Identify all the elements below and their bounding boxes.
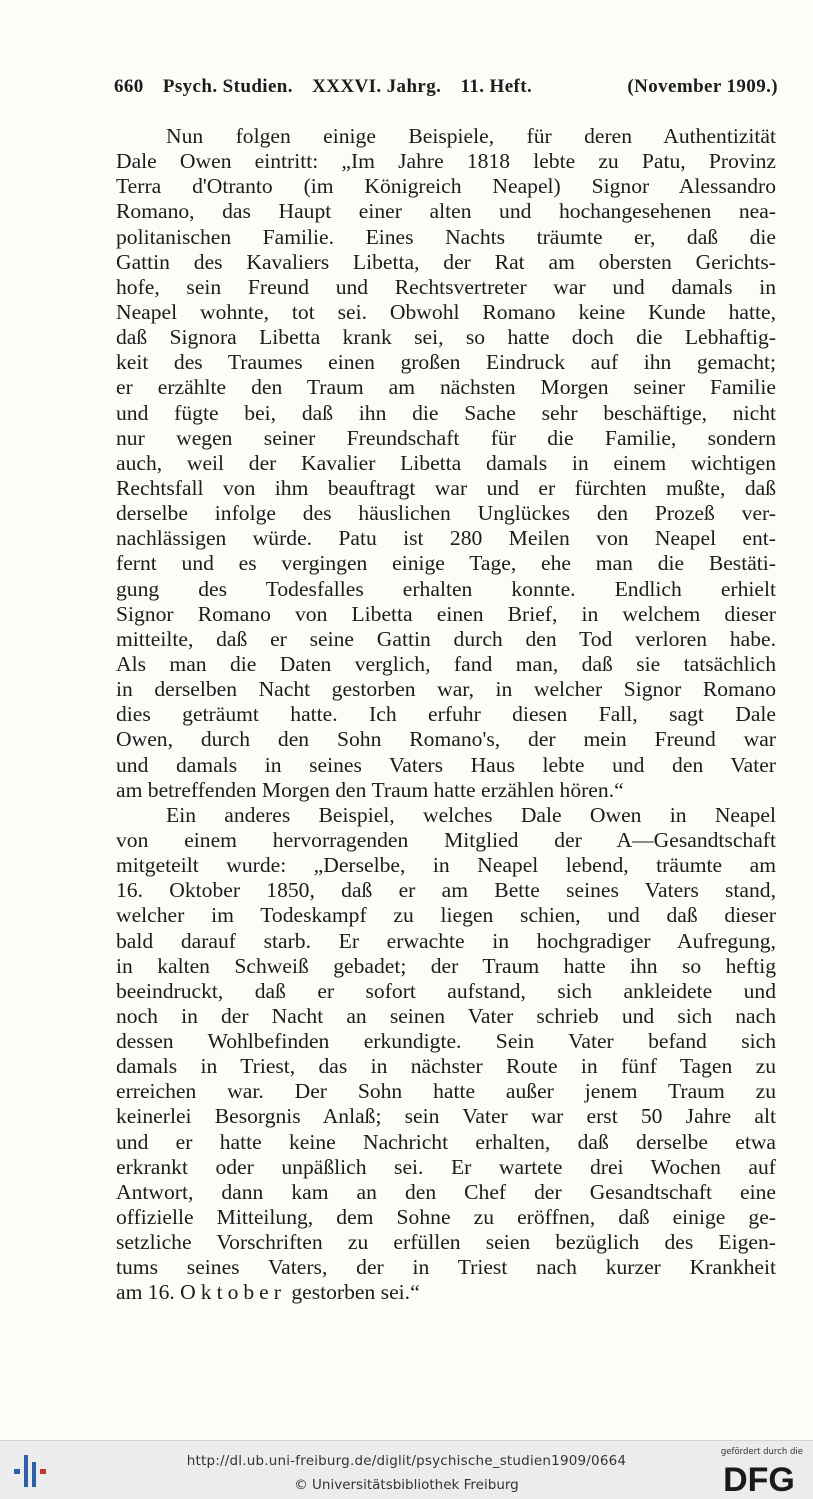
text-line: am betreffenden Morgen den Traum hatte erzählen hören.“ [116, 777, 624, 802]
text-line [116, 1280, 776, 1305]
text-line: mitteilte, daß er seine Gattin durch den Tod verloren habe. [116, 626, 776, 651]
text-line: derselbe infolge des häuslichen Unglückes den Prozeß ver- [116, 501, 776, 526]
text-line: hofe, sein Freund und Rechtsvertreter war und damals in [116, 274, 776, 299]
volume-label: XXXVI. Jahrg. [312, 76, 442, 97]
text-line: in kalten Schweiß gebadet; der Traum hatte ihn so heftig [116, 953, 776, 978]
text-line: Als man die Daten verglich, fand man, daß sie tatsächlich [116, 651, 776, 676]
svg-text:DFG: DFG [723, 1461, 795, 1494]
text-line: und fügte bei, daß ihn die Sache sehr beschäftige, nicht [116, 400, 776, 425]
text-line: offizielle Mitteilung, dem Sohne zu eröffnen, daß einige ge- [116, 1205, 776, 1230]
text-line: mitgeteilt wurde: „Derselbe, in Neapel lebend, träumte am [116, 853, 776, 878]
text-line: Owen, durch den Sohn Romano's, der mein Freund war [116, 727, 776, 752]
text-line: gung des Todesfalles erhalten konnte. Endlich erhielt [116, 576, 776, 601]
dfg-sponsor-block [713, 1447, 803, 1495]
text-line: damals in Triest, das in nächster Route in fünf Tagen zu [116, 1054, 776, 1079]
text-line: 16. Oktober 1850, daß er am Bette seines Vaters stand, [116, 878, 776, 903]
spaced-emphasis: Oktober [180, 1280, 286, 1305]
text-line: nachlässigen würde. Patu ist 280 Meilen von Neapel ent- [116, 526, 776, 551]
text-line: fernt und es vergingen einige Tage, ehe man die Bestäti- [116, 551, 776, 576]
text-line: nur wegen seiner Freundschaft für die Familie, sondern [116, 425, 776, 450]
text-line: bald darauf starb. Er erwachte in hochgradiger Aufregung, [116, 928, 776, 953]
text-line: erreichen war. Der Sohn hatte außer jenem Traum zu [116, 1079, 776, 1104]
text-line: erkrankt oder unpäßlich sei. Er wartete drei Wochen auf [116, 1154, 776, 1179]
text-line: Terra d'Otranto (im Königreich Neapel) Signor Alessandro [116, 174, 776, 199]
issue-date: (November 1909.) [627, 76, 778, 97]
text-line: setzliche Vorschriften zu erfüllen seien bezüglich des Eigen- [116, 1230, 776, 1255]
text-line: noch in der Nacht an seinen Vater schrieb und sich nach [116, 1003, 776, 1028]
text-line: politanischen Familie. Eines Nachts träumte er, daß die [116, 224, 776, 249]
text-line: er erzählte den Traum am nächsten Morgen seiner Familie [116, 375, 776, 400]
page-number: 660 [114, 76, 144, 97]
text-line: auch, weil der Kavalier Libetta damals in einem wichtigen [116, 450, 776, 475]
text-line: beeindruckt, daß er sofort aufstand, sich ankleidete und [116, 978, 776, 1003]
text-line: und damals in seines Vaters Haus lebte und den Vater [116, 752, 776, 777]
text-fragment: gestorben sei.“ [285, 1280, 420, 1305]
text-line: Signor Romano von Libetta einen Brief, in welchem dieser [116, 601, 776, 626]
text-line: tums seines Vaters, der in Triest nach kurzer Krankheit [116, 1255, 776, 1280]
body-text [116, 124, 776, 1306]
text-line: Dale Owen eintritt: „Im Jahre 1818 lebte zu Patu, Provinz [116, 149, 776, 174]
text-line: und er hatte keine Nachricht erhalten, daß derselbe etwa [116, 1129, 776, 1154]
text-line: Neapel wohnte, tot sei. Obwohl Romano keine Kunde hatte, [116, 299, 776, 324]
viewer-footer [0, 1440, 813, 1499]
text-line: keinerlei Besorgnis Anlaß; sein Vater war erst 50 Jahre alt [116, 1104, 776, 1129]
text-line: von einem hervorragenden Mitglied der A—Gesandtschaft [116, 827, 776, 852]
text-line: Rechtsfall von ihm beauftragt war und er fürchten mußte, daß [116, 475, 776, 500]
text-line: dies geträumt hatte. Ich erfuhr diesen Fall, sagt Dale [116, 702, 776, 727]
text-line: daß Signora Libetta krank sei, so hatte doch die Lebhaftig- [116, 325, 776, 350]
issue-label: 11. Heft. [460, 76, 533, 97]
text-line: Ein anderes Beispiel, welches Dale Owen in Neapel [166, 802, 776, 827]
text-line: keit des Traumes einen großen Eindruck auf ihn gemacht; [116, 350, 776, 375]
text-line: Gattin des Kavaliers Libetta, der Rat am obersten Gerichts- [116, 249, 776, 274]
source-url-link[interactable]: http://dl.ub.uni-freiburg.de/diglit/psychische_studien1909/0664 [186, 1453, 627, 1469]
dfg-caption: gefördert durch die [720, 1447, 803, 1457]
running-header [114, 76, 778, 98]
dfg-logo-icon [715, 1460, 803, 1494]
text-line: welcher im Todeskampf zu liegen schien, und daß dieser [116, 903, 776, 928]
text-line: dessen Wohlbefinden erkundigte. Sein Vater befand sich [116, 1029, 776, 1054]
text-line: in derselben Nacht gestorben war, in welcher Signor Romano [116, 677, 776, 702]
text-line: Romano, das Haupt einer alten und hochangesehenen nea- [116, 199, 776, 224]
copyright-notice: © Universitätsbibliothek Freiburg [294, 1477, 519, 1493]
text-line: Nun folgen einige Beispiele, für deren Authentizität [166, 124, 776, 148]
text-fragment: am 16. [116, 1280, 181, 1305]
text-line: Antwort, dann kam an den Chef der Gesandtschaft eine [116, 1179, 776, 1204]
journal-title: Psych. Studien. [162, 76, 293, 97]
